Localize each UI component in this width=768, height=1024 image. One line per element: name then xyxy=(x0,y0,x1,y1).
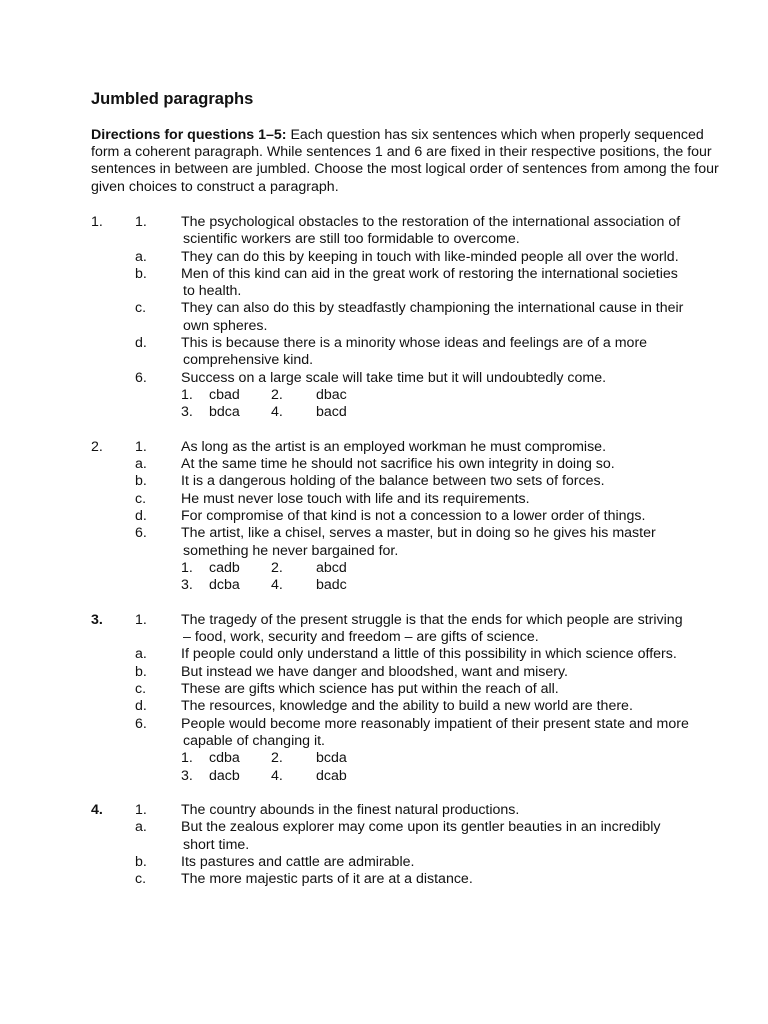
choice-number: 3. xyxy=(181,404,193,421)
choice-option: dacb xyxy=(209,767,240,784)
sentence-line xyxy=(91,439,741,456)
sentence-line xyxy=(91,664,741,681)
sentence-line xyxy=(91,819,741,854)
sentence-continuation: to health. xyxy=(183,283,242,300)
sentence-line xyxy=(91,612,741,647)
questions-list xyxy=(91,214,741,906)
sentence-text: The resources, knowledge and the ability to build a new world are there. xyxy=(181,698,633,715)
sentence-label: d. xyxy=(135,698,147,715)
sentence-text: They can do this by keeping in touch with like-minded people all over the world. xyxy=(181,248,679,265)
choice-option: dbac xyxy=(316,386,347,403)
choice-option: abcd xyxy=(316,559,347,576)
choice-number: 4. xyxy=(271,577,283,594)
choice-option: cdba xyxy=(209,750,240,767)
sentence-label: c. xyxy=(135,681,147,698)
sentence-text: As long as the artist is an employed workman he must compromise. xyxy=(181,438,607,455)
answer-choices-row xyxy=(91,577,741,594)
directions-text: Each question has six sentences which when properly sequenced form a coherent paragraph. While sentences 1 and 6 are fixed in their respective positions, the four sentences in between are jumbled. Choose the most logical order of sentences from among the four given choices to construct a paragraph. xyxy=(91,127,719,195)
sentence-text: These are gifts which science has put within the reach of all. xyxy=(181,681,559,698)
sentence-text: At the same time he should not sacrifice his own integrity in doing so. xyxy=(181,456,615,473)
sentence-text: If people could only understand a little of this possibility in which science offers. xyxy=(181,646,677,663)
sentence-text: The tragedy of the present struggle is that the ends for which people are striving xyxy=(181,611,683,628)
sentence-continuation: something he never bargained for. xyxy=(183,542,399,559)
choice-number: 4. xyxy=(271,404,283,421)
sentence-line xyxy=(91,508,741,525)
sentence-continuation: own spheres. xyxy=(183,317,268,334)
directions-lead: Directions for questions 1–5: xyxy=(91,127,287,143)
question-number: 1. xyxy=(91,214,103,230)
sentence-continuation: comprehensive kind. xyxy=(183,352,314,369)
sentence-line xyxy=(91,456,741,473)
choice-option: dcab xyxy=(316,767,347,784)
sentence-line xyxy=(91,525,741,560)
choice-number: 1. xyxy=(181,386,193,403)
sentence-text: This is because there is a minority whose ideas and feelings are of a more xyxy=(181,335,648,352)
choice-number: 3. xyxy=(181,767,193,784)
choice-number: 2. xyxy=(271,559,283,576)
sentence-text: But the zealous explorer may come upon its gentler beauties in an incredibly xyxy=(181,819,661,836)
sentence-label: c. xyxy=(135,300,147,317)
sentence-line xyxy=(91,300,741,335)
sentence-line xyxy=(91,716,741,751)
sentence-line xyxy=(91,854,741,871)
sentence-line xyxy=(91,681,741,698)
sentence-label: a. xyxy=(135,819,147,836)
sentence-line xyxy=(91,473,741,490)
sentence-text: Success on a large scale will take time but it will undoubtedly come. xyxy=(181,369,607,386)
sentence-line xyxy=(91,266,741,301)
sentence-label: c. xyxy=(135,490,147,507)
sentence-text: People would become more reasonably impatient of their present state and more xyxy=(181,715,689,732)
sentence-continuation: – food, work, security and freedom – are gifts of science. xyxy=(183,629,539,646)
choice-option: dcba xyxy=(209,577,240,594)
sentence-text: It is a dangerous holding of the balance between two sets of forces. xyxy=(181,473,605,490)
sentence-label: d. xyxy=(135,335,147,352)
question-number: 2. xyxy=(91,438,103,455)
choice-option: cadb xyxy=(209,559,240,576)
question-block xyxy=(91,439,741,595)
sentence-text: The more majestic parts of it are at a distance. xyxy=(181,871,473,888)
question-number: 3. xyxy=(91,611,103,628)
sentence-line xyxy=(91,335,741,370)
sentence-label: 6. xyxy=(135,369,147,386)
choice-option: badc xyxy=(316,577,347,594)
answer-choices-row xyxy=(91,768,741,785)
question-number: 4. xyxy=(91,802,103,819)
sentence-line xyxy=(91,802,741,819)
question-block xyxy=(91,214,741,422)
sentence-text: They can also do this by steadfastly championing the international cause in their xyxy=(181,300,684,317)
sentence-text: But instead we have danger and bloodshed, want and misery. xyxy=(181,663,568,680)
sentence-line xyxy=(91,698,741,715)
sentence-label: b. xyxy=(135,663,147,680)
sentence-text: He must never lose touch with life and its requirements. xyxy=(181,490,530,507)
sentence-continuation: scientific workers are still too formidable to overcome. xyxy=(183,231,520,248)
choice-option: bdca xyxy=(209,404,240,421)
sentence-label: d. xyxy=(135,508,147,525)
sentence-label: c. xyxy=(135,871,147,888)
sentence-label: b. xyxy=(135,853,147,870)
sentence-label: a. xyxy=(135,248,147,265)
choice-number: 1. xyxy=(181,750,193,767)
choice-number: 1. xyxy=(181,559,193,576)
sentence-text: The psychological obstacles to the restoration of the international association of xyxy=(181,214,681,230)
sentence-label: 6. xyxy=(135,715,147,732)
sentence-label: b. xyxy=(135,265,147,282)
question-block xyxy=(91,612,741,785)
sentence-label: a. xyxy=(135,456,147,473)
page-title: Jumbled paragraphs xyxy=(91,90,254,108)
sentence-continuation: capable of changing it. xyxy=(183,732,325,749)
sentence-text: The artist, like a chisel, serves a master, but in doing so he gives his master xyxy=(181,525,656,542)
choice-option: bacd xyxy=(316,404,347,421)
choice-number: 2. xyxy=(271,386,283,403)
answer-choices-row xyxy=(91,560,741,577)
sentence-line xyxy=(91,370,741,387)
answer-choices-row xyxy=(91,387,741,404)
sentence-continuation: short time. xyxy=(183,836,250,853)
sentence-label: b. xyxy=(135,473,147,490)
choice-number: 2. xyxy=(271,750,283,767)
sentence-label: 1. xyxy=(135,611,147,628)
sentence-label: 1. xyxy=(135,802,147,819)
sentence-label: 6. xyxy=(135,525,147,542)
answer-choices-row xyxy=(91,750,741,767)
sentence-line xyxy=(91,871,741,888)
choice-option: cbad xyxy=(209,386,240,403)
sentence-line xyxy=(91,249,741,266)
sentence-text: Men of this kind can aid in the great work of restoring the international societies xyxy=(181,265,678,282)
sentence-text: The country abounds in the finest natural productions. xyxy=(181,802,520,819)
choice-number: 3. xyxy=(181,577,193,594)
sentence-label: 1. xyxy=(135,214,147,230)
sentence-label: a. xyxy=(135,646,147,663)
sentence-text: Its pastures and cattle are admirable. xyxy=(181,853,415,870)
sentence-line xyxy=(91,491,741,508)
sentence-label: 1. xyxy=(135,438,147,455)
directions-paragraph xyxy=(91,127,731,196)
sentence-line xyxy=(91,646,741,663)
sentence-text: For compromise of that kind is not a concession to a lower order of things. xyxy=(181,508,646,525)
question-block xyxy=(91,802,741,888)
answer-choices-row xyxy=(91,404,741,421)
choice-option: bcda xyxy=(316,750,347,767)
sentence-line xyxy=(91,214,741,249)
choice-number: 4. xyxy=(271,767,283,784)
